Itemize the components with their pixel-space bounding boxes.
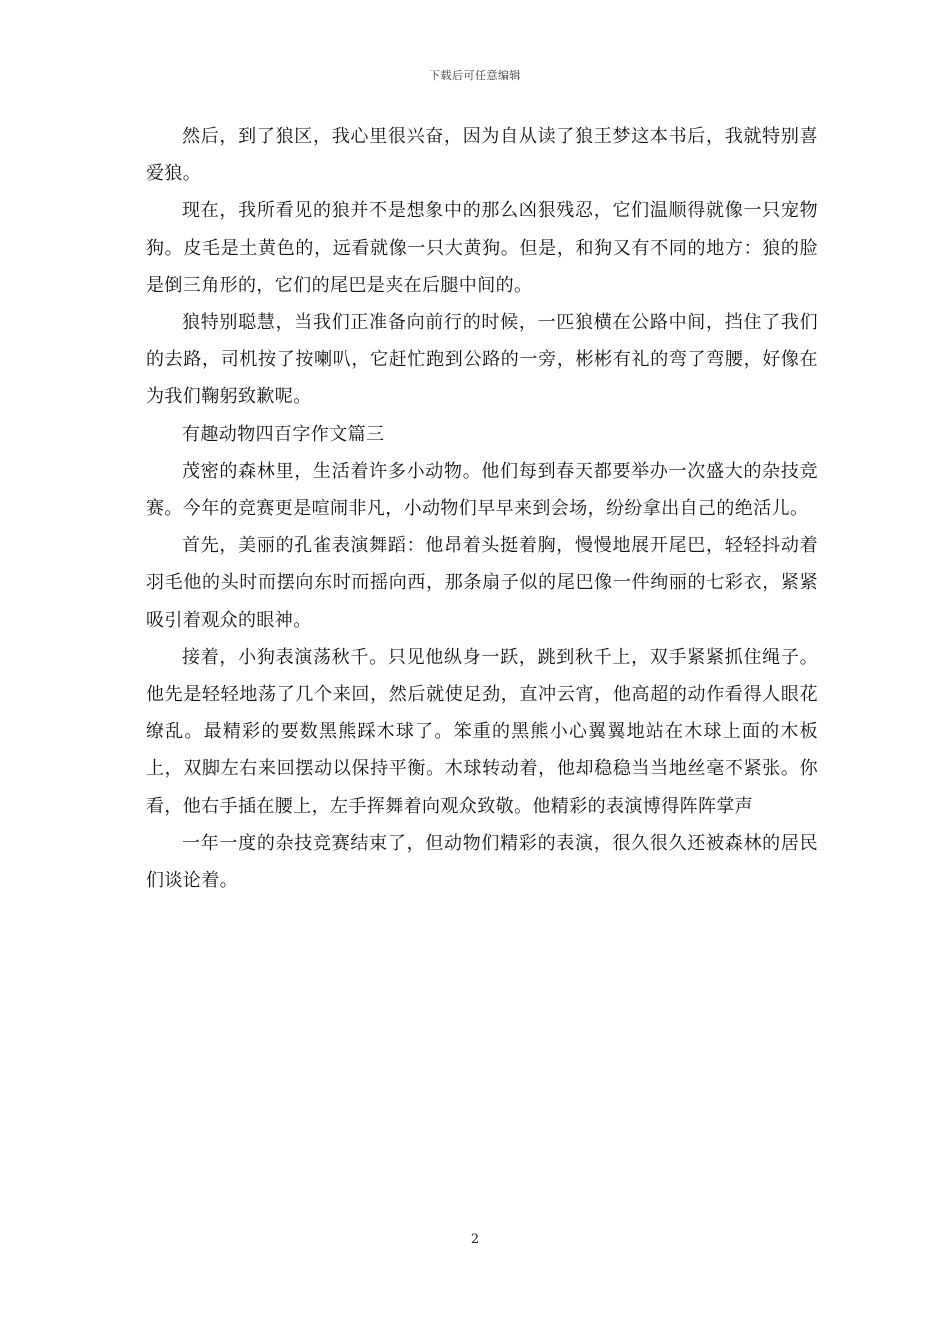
- page-header: 下载后可任意编辑: [429, 69, 521, 82]
- document-body: [146, 118, 818, 899]
- section-title: 有趣动物四百字作文篇三: [182, 423, 385, 445]
- paragraph-6: 接着，小狗表演荡秋千。只见他纵身一跃，跳到秋千上，双手紧紧抓住绳子。他先是轻轻地荡了几个来回，然后就使足劲，直冲云宵，他高超的动作看得人眼花缭乱。最精彩的要数黑熊踩木球了。笨重的黑熊小心翼翼地站在木球上面的木板上，双脚左右来回摆动以保持平衡。木球转动着，他却稳稳当当地丝毫不紧张。你看，他右手插在腰上，左手挥舞着向观众致敬。他精彩的表演博得阵阵掌声: [146, 646, 818, 817]
- paragraph-2: 现在，我所看见的狼并不是想象中的那么凶狠残忍，它们温顺得就像一只宠物狗。皮毛是土黄色的，远看就像一只大黄狗。但是，和狗又有不同的地方：狼的脸是倒三角形的，它们的尾巴是夹在后腿中间的。: [146, 200, 818, 296]
- page-number: 2: [470, 1232, 480, 1247]
- paragraph-4: 茂密的森林里，生活着许多小动物。他们每到春天都要举办一次盛大的杂技竞赛。今年的竞赛更是喧闹非凡，小动物们早早来到会场，纷纷拿出自己的绝活儿。: [146, 460, 818, 520]
- paragraph-5: 首先，美丽的孔雀表演舞蹈：他昂着头挺着胸，慢慢地展开尾巴，轻轻抖动着羽毛他的头时而摆向东时而摇向西，那条扇子似的尾巴像一件绚丽的七彩衣，紧紧吸引着观众的眼神。: [146, 535, 818, 631]
- paragraph-1: 然后，到了狼区，我心里很兴奋，因为自从读了狼王梦这本书后，我就特别喜爱狼。: [146, 126, 818, 185]
- paragraph-7: 一年一度的杂技竞赛结束了，但动物们精彩的表演，很久很久还被森林的居民们谈论着。: [146, 832, 818, 892]
- paragraph-3: 狼特别聪慧，当我们正准备向前行的时候，一匹狼横在公路中间，挡住了我们的去路，司机按了按喇叭，它赶忙跑到公路的一旁，彬彬有礼的弯了弯腰，好像在为我们鞠躬致歉呢。: [146, 312, 818, 408]
